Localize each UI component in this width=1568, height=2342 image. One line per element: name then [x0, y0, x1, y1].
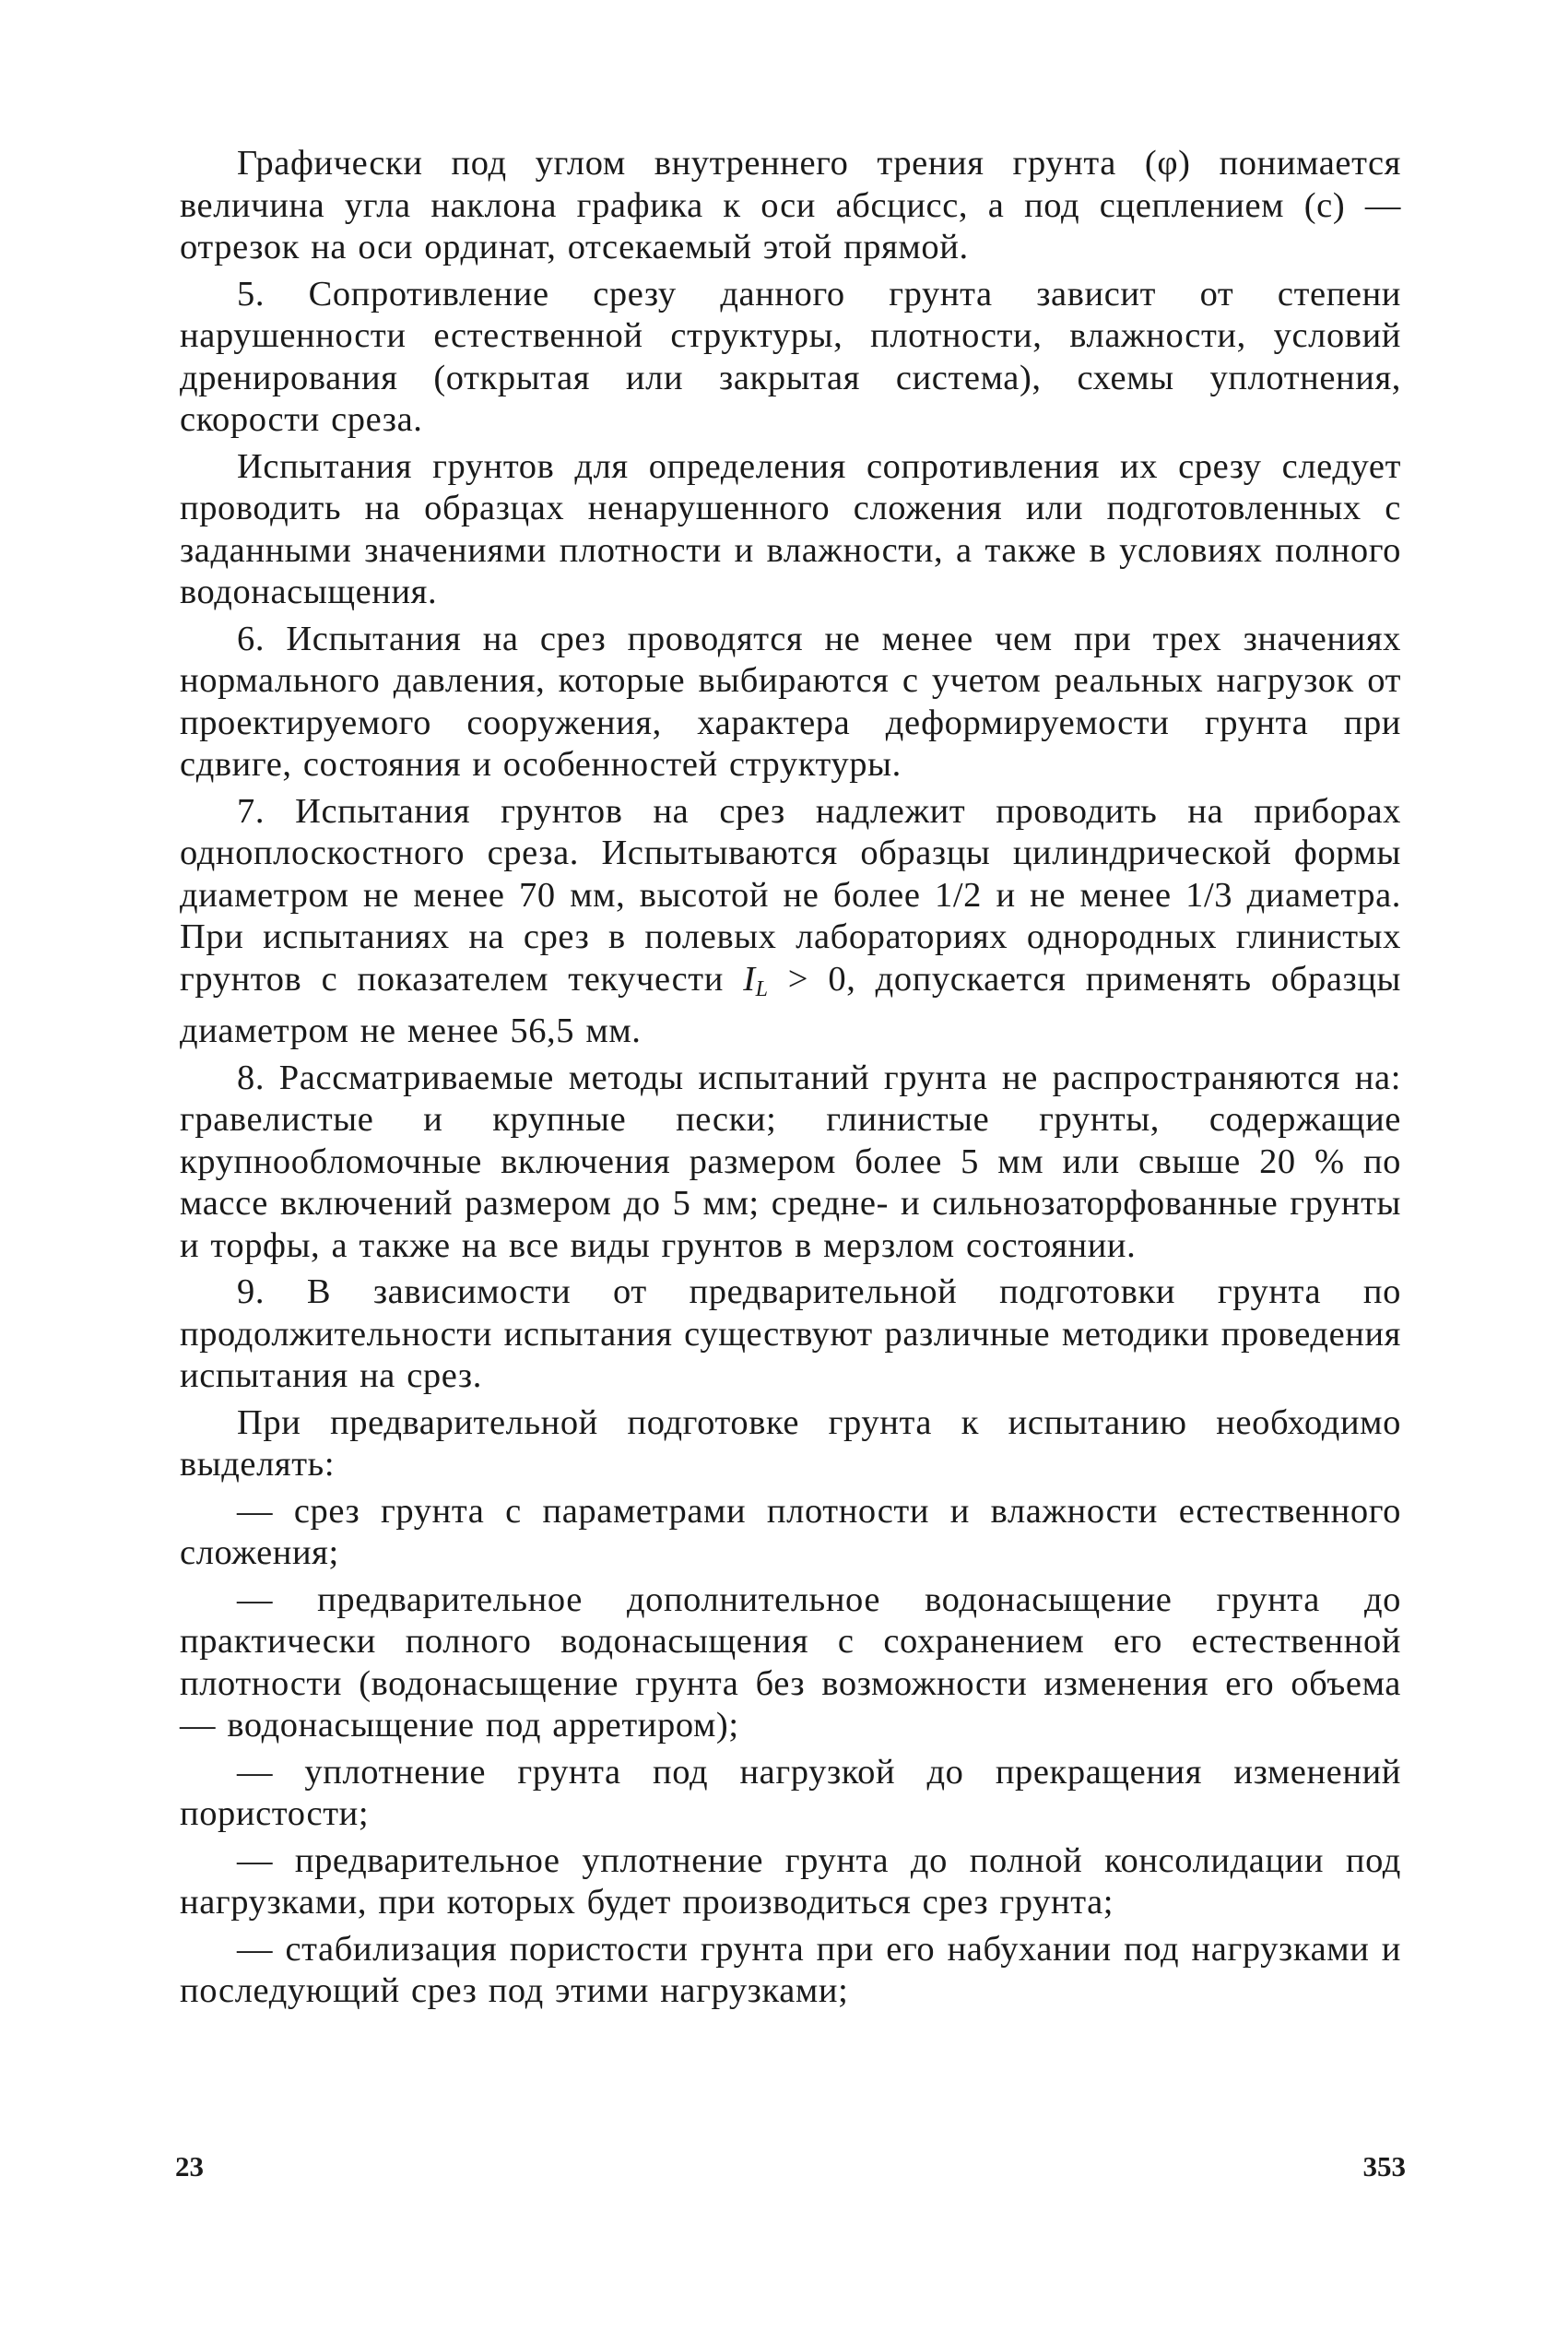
paragraph-text: > 0, допускается применять образцы диаметром не менее 56,5 мм. — [180, 959, 1401, 1050]
list-item-water-saturation — [180, 1579, 1401, 1747]
paragraph-testing-conditions — [180, 446, 1401, 614]
paragraph-text: — уплотнение грунта под нагрузкой до прекращения изменений пористости; — [180, 1752, 1401, 1833]
paragraph-item-8 — [180, 1058, 1401, 1268]
paragraph-text: 6. Испытания на срез проводятся не менее чем при трех значениях нормального давления, которые выбираются с учетом реальных нагрузок от проектируемого сооружения, характера деформируемости грунта при сдвиге, состояния и особенностей структуры. — [180, 619, 1401, 784]
paragraph-text: 5. Сопротивление срезу данного грунта зависит от степени нарушенности естественной структуры, плотности, влажности, условий дренирования (открытая или закрытая система), схемы уплотнения, скорости среза. — [180, 274, 1401, 439]
page-number: 353 — [1362, 2150, 1406, 2182]
paragraph-item-6 — [180, 619, 1401, 787]
list-item-compaction — [180, 1752, 1401, 1836]
paragraph-item-5 — [180, 274, 1401, 442]
paragraph-item-9 — [180, 1272, 1401, 1398]
list-item-consolidation — [180, 1840, 1401, 1924]
page-footer — [175, 2150, 1406, 2187]
paragraph-text: — предварительное уплотнение грунта до полной консолидации под нагрузками, при которых будет производиться срез грунта; — [180, 1840, 1401, 1922]
paragraph-text: Испытания грунтов для определения сопротивления их срезу следует проводить на образцах ненарушенного сложения или подготовленных с заданными значениями плотности и влажности, а также в условиях полного водонасыщения. — [180, 446, 1401, 611]
signature-mark: 23 — [175, 2150, 204, 2182]
paragraph-text: 7. Испытания грунтов на срез надлежит проводить на приборах одноплоскостного среза. Испытываются образцы цилиндрической формы диаметром не менее 70 мм, высотой не более 1/2 и не менее 1/3 диаметра. При испытаниях на срез в полевых лабораториях однородных глинистых грунтов с показателем текучести — [180, 791, 1401, 999]
liquidity-index-symbol: I — [743, 959, 756, 999]
paragraph-text: — стабилизация пористости грунта при его набухании под нагрузками и последующий срез под этими нагрузками; — [180, 1929, 1401, 2010]
list-item-swelling — [180, 1929, 1401, 2013]
paragraph-text: — предварительное дополнительное водонасыщение грунта до практически полного водонасыщения с сохранением его естественной плотности (водонасыщение грунта без возможности изменения его объема — водонасыщение под арретиром); — [180, 1579, 1401, 1745]
paragraph-text: 9. В зависимости от предварительной подготовки грунта по продолжительности испытания существуют различные методики проведения испытания на срез. — [180, 1272, 1401, 1395]
paragraph-text: Графически под углом внутреннего трения грунта (φ) понимается величина угла наклона графика к оси абсцисс, а под сцеплением (c) — отрезок на оси ординат, отсекаемый этой прямой. — [180, 144, 1401, 266]
list-item-natural-state — [180, 1491, 1401, 1575]
paragraph-text: При предварительной подготовке грунта к испытанию необходимо выделять: — [180, 1402, 1401, 1484]
paragraph-text: 8. Рассматриваемые методы испытаний грунта не распространяются на: гравелистые и крупные пески; глинистые грунты, содержащие крупнообломочные включения размером более 5 мм или свыше 20 % по массе включений размером до 5 мм; средне- и сильнозаторфованные грунты и торфы, а также на все виды грунтов в мерзлом состоянии. — [180, 1058, 1401, 1265]
document-page — [180, 143, 1401, 2013]
paragraph-definition — [180, 143, 1401, 269]
paragraph-item-7 — [180, 791, 1401, 1053]
paragraph-text: — срез грунта с параметрами плотности и влажности естественного сложения; — [180, 1491, 1401, 1572]
liquidity-index-subscript: L — [755, 976, 769, 1001]
paragraph-preparation-intro — [180, 1402, 1401, 1486]
